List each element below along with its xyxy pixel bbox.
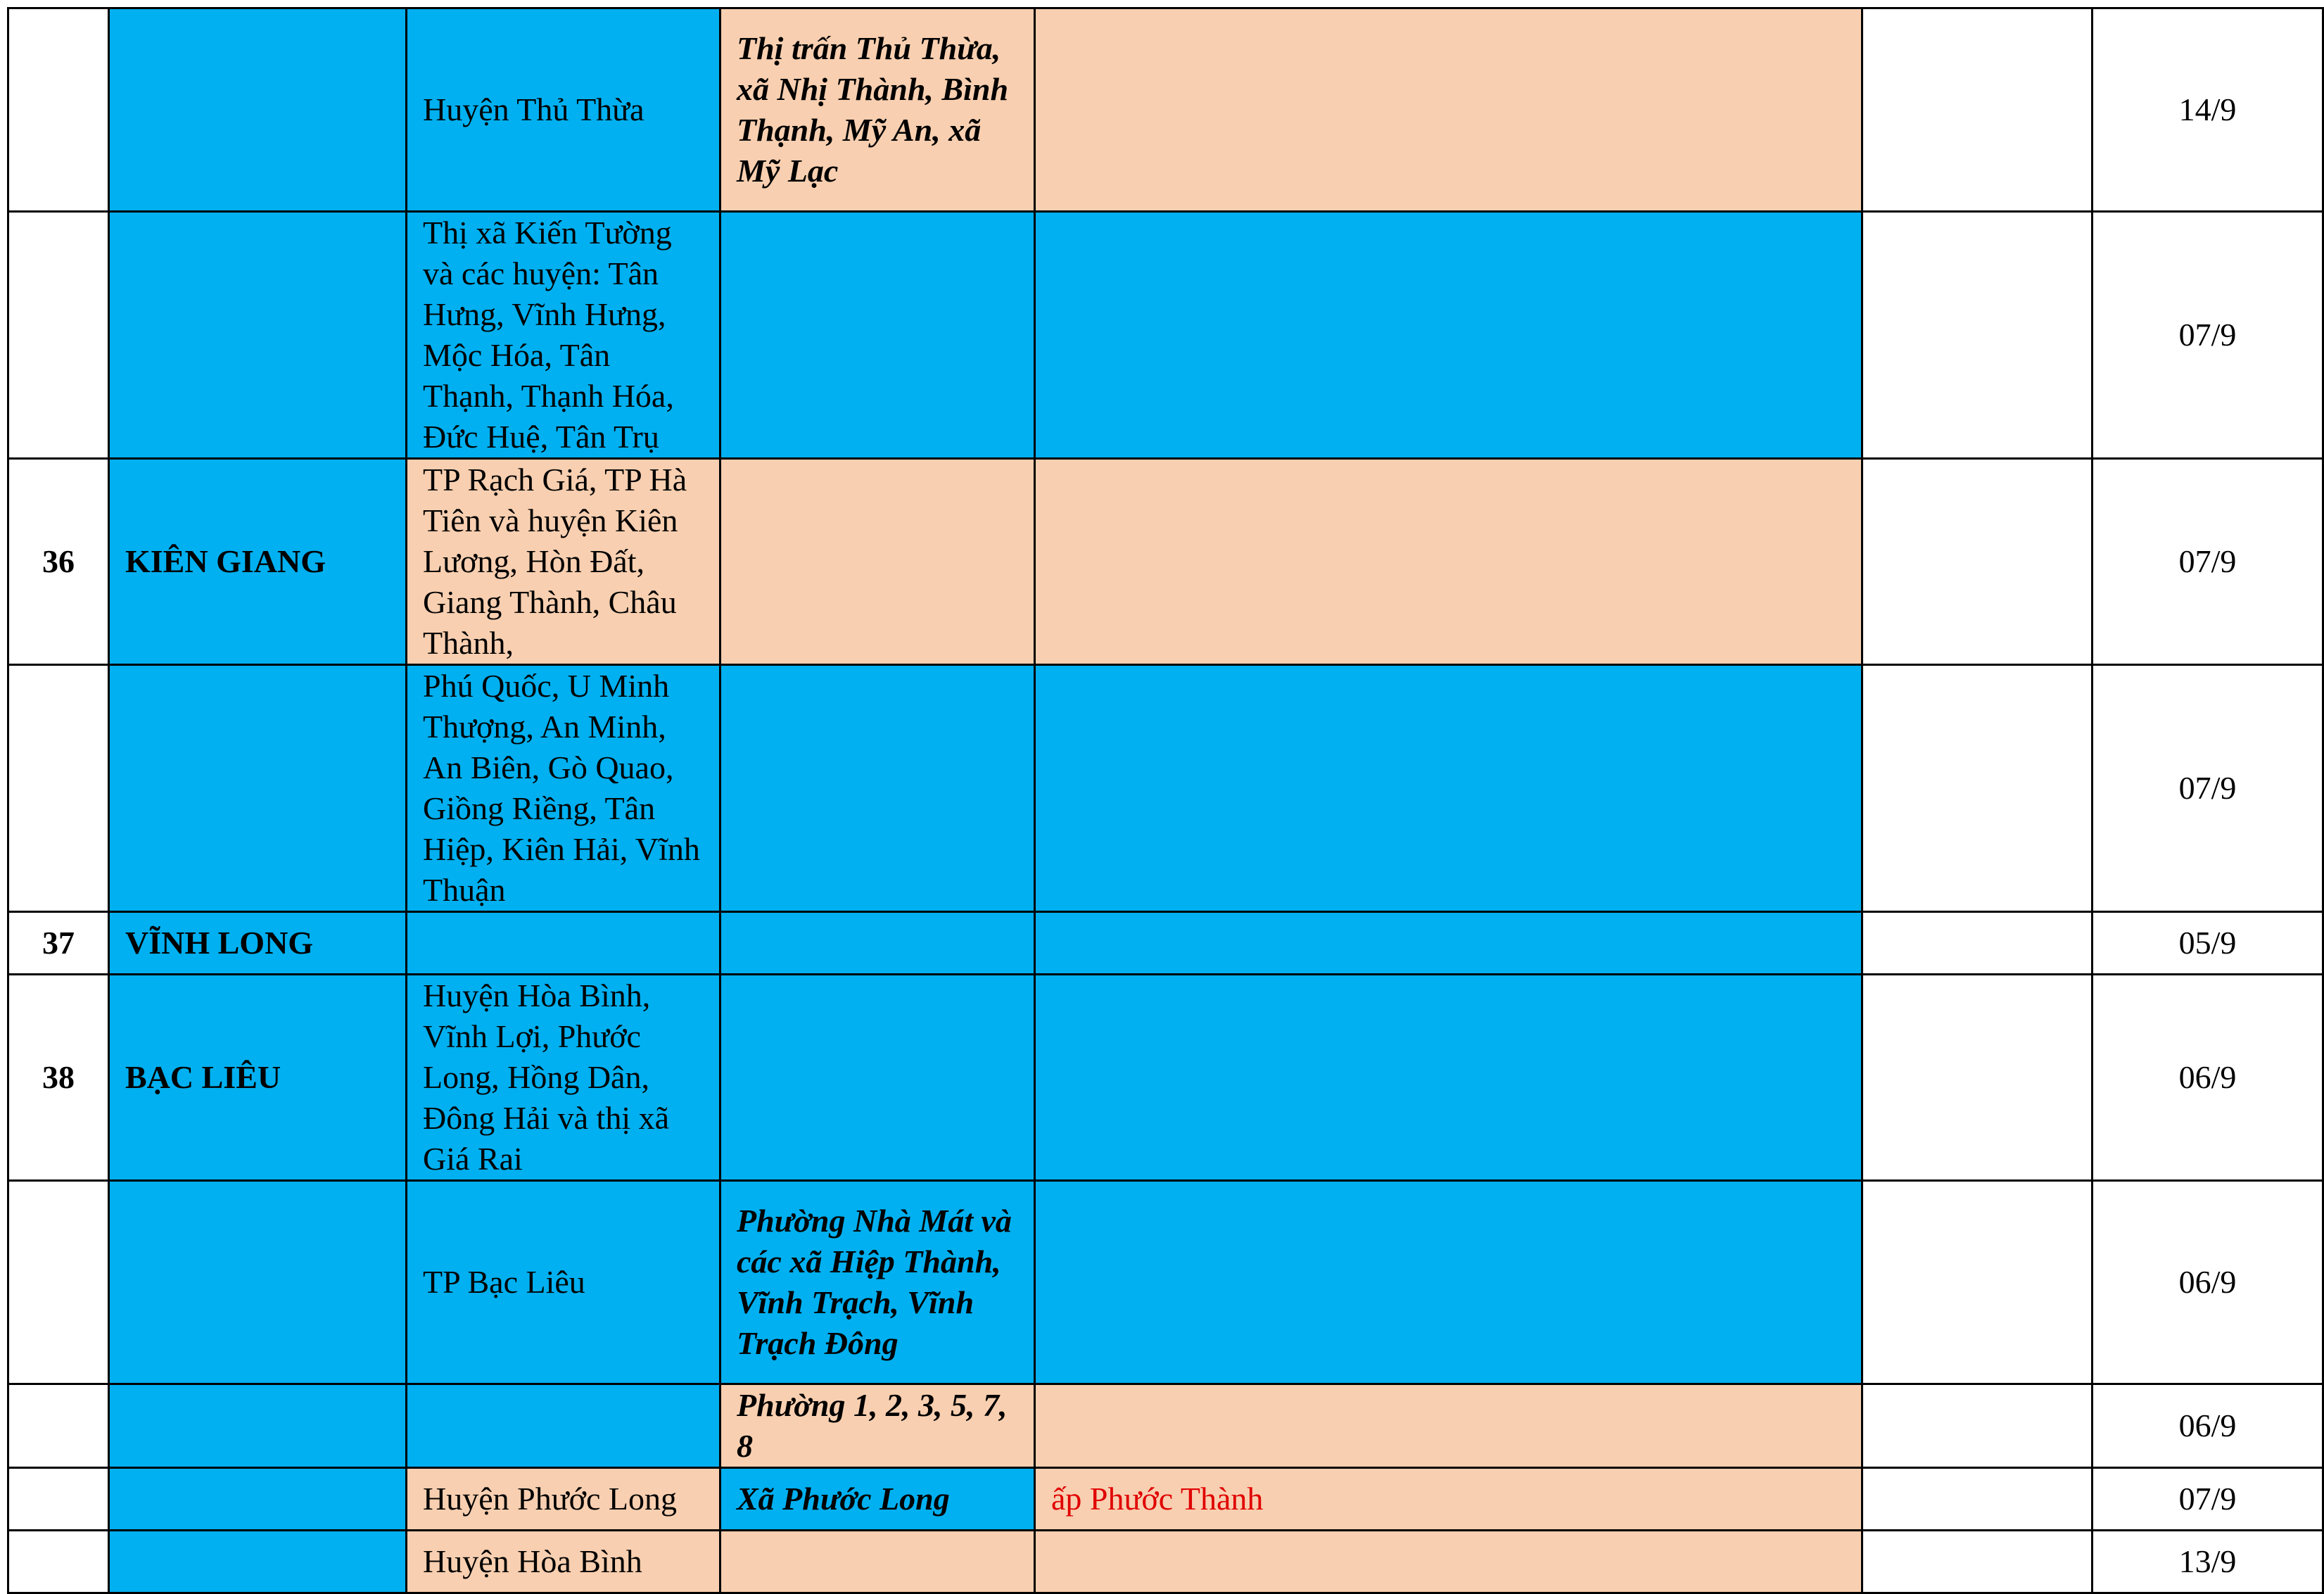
extra-cell — [1862, 1531, 2093, 1593]
hamlet-cell — [1035, 212, 1862, 459]
date-cell: 06/9 — [2093, 1384, 2323, 1468]
hamlet-cell — [1035, 1384, 1862, 1468]
table-row — [8, 1531, 2323, 1593]
stt-cell — [8, 1181, 109, 1384]
hamlet-cell: ấp Phước Thành — [1035, 1468, 1862, 1531]
stt-cell — [8, 212, 109, 459]
area-cell: Huyện Phước Long — [407, 1468, 720, 1531]
area-cell: Huyện Hòa Bình — [407, 1531, 720, 1593]
date-cell: 13/9 — [2093, 1531, 2323, 1593]
date-cell: 07/9 — [2093, 1468, 2323, 1531]
date-cell: 07/9 — [2093, 459, 2323, 665]
hamlet-cell — [1035, 975, 1862, 1181]
area-cell — [407, 912, 720, 975]
hamlet-cell — [1035, 912, 1862, 975]
area-cell: Thị xã Kiến Tường và các huyện: Tân Hưng, Vĩnh Hưng, Mộc Hóa, Tân Thạnh, Thạnh Hóa, Đức Huệ, Tân Trụ — [407, 212, 720, 459]
ward-cell: Xã Phước Long — [720, 1468, 1035, 1531]
hamlet-cell — [1035, 459, 1862, 665]
province-cell: KIÊN GIANG — [109, 459, 407, 665]
table-row — [8, 212, 2323, 459]
extra-cell — [1862, 665, 2093, 912]
ward-cell: Phường Nhà Mát và các xã Hiệp Thành, Vĩnh Trạch, Vĩnh Trạch Đông — [720, 1181, 1035, 1384]
hamlet-cell — [1035, 1531, 1862, 1593]
table-row — [8, 8, 2323, 212]
stt-cell: 36 — [8, 459, 109, 665]
ward-cell: Phường 1, 2, 3, 5, 7, 8 — [720, 1384, 1035, 1468]
date-cell: 06/9 — [2093, 975, 2323, 1181]
area-cell — [407, 1384, 720, 1468]
extra-cell — [1862, 459, 2093, 665]
stt-cell — [8, 1468, 109, 1531]
province-cell: BẠC LIÊU — [109, 975, 407, 1181]
province-cell — [109, 1181, 407, 1384]
extra-cell — [1862, 8, 2093, 212]
hamlet-cell — [1035, 8, 1862, 212]
hamlet-cell — [1035, 1181, 1862, 1384]
table-row — [8, 665, 2323, 912]
province-cell — [109, 1531, 407, 1593]
province-cell: VĨNH LONG — [109, 912, 407, 975]
table-row — [8, 1468, 2323, 1531]
stt-cell — [8, 8, 109, 212]
table-row — [8, 912, 2323, 975]
stt-cell — [8, 1531, 109, 1593]
ward-cell — [720, 212, 1035, 459]
extra-cell — [1862, 212, 2093, 459]
ward-cell — [720, 665, 1035, 912]
table-row — [8, 459, 2323, 665]
table-row — [8, 1384, 2323, 1468]
hamlet-cell — [1035, 665, 1862, 912]
province-cell — [109, 665, 407, 912]
province-cell — [109, 8, 407, 212]
province-cell — [109, 1468, 407, 1531]
extra-cell — [1862, 975, 2093, 1181]
ward-cell — [720, 459, 1035, 665]
date-cell: 07/9 — [2093, 212, 2323, 459]
area-cell: TP Rạch Giá, TP Hà Tiên và huyện Kiên Lương, Hòn Đất, Giang Thành, Châu Thành, — [407, 459, 720, 665]
ward-cell — [720, 912, 1035, 975]
ward-cell — [720, 975, 1035, 1181]
ward-cell: Thị trấn Thủ Thừa, xã Nhị Thành, Bình Thạnh, Mỹ An, xã Mỹ Lạc — [720, 8, 1035, 212]
ward-cell — [720, 1531, 1035, 1593]
area-cell: Huyện Thủ Thừa — [407, 8, 720, 212]
table-row — [8, 975, 2323, 1181]
stt-cell — [8, 665, 109, 912]
date-cell: 07/9 — [2093, 665, 2323, 912]
zoning-table — [7, 7, 2324, 1594]
date-cell: 14/9 — [2093, 8, 2323, 212]
province-cell — [109, 212, 407, 459]
date-cell: 05/9 — [2093, 912, 2323, 975]
stt-cell: 38 — [8, 975, 109, 1181]
extra-cell — [1862, 1181, 2093, 1384]
table-row — [8, 1181, 2323, 1384]
stt-cell: 37 — [8, 912, 109, 975]
extra-cell — [1862, 912, 2093, 975]
stt-cell — [8, 1384, 109, 1468]
area-cell: Huyện Hòa Bình, Vĩnh Lợi, Phước Long, Hồng Dân, Đông Hải và thị xã Giá Rai — [407, 975, 720, 1181]
date-cell: 06/9 — [2093, 1181, 2323, 1384]
extra-cell — [1862, 1384, 2093, 1468]
province-cell — [109, 1384, 407, 1468]
area-cell: Phú Quốc, U Minh Thượng, An Minh, An Biên, Gò Quao, Giồng Riềng, Tân Hiệp, Kiên Hải, Vĩnh Thuận — [407, 665, 720, 912]
area-cell: TP Bạc Liêu — [407, 1181, 720, 1384]
extra-cell — [1862, 1468, 2093, 1531]
